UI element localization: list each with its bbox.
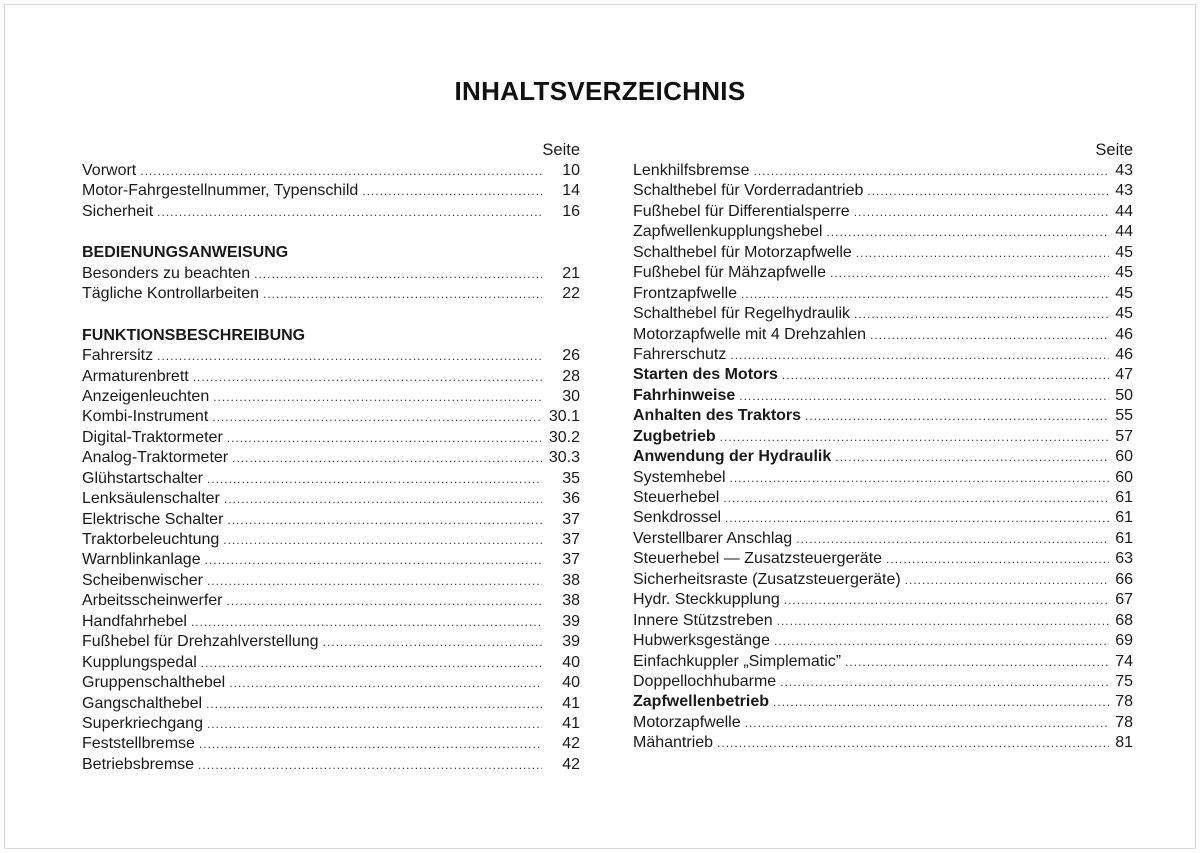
toc-entry-page: 45 [1115, 264, 1133, 282]
toc-entry-label: Motor-Fahrgestellnummer, Typenschild [82, 182, 359, 200]
toc-entry-page: 78 [1115, 713, 1133, 731]
dot-leader [796, 529, 1109, 549]
dot-leader [773, 692, 1109, 712]
toc-entry-page: 55 [1115, 407, 1133, 425]
dot-leader [232, 448, 542, 468]
dot-leader [835, 447, 1109, 467]
dot-leader [201, 653, 542, 673]
toc-entry[interactable] [633, 202, 1133, 222]
toc-entry-page: 45 [1115, 305, 1133, 323]
toc-entry-label: Frontzapfwelle [633, 284, 738, 302]
toc-entry-label: Analog-Traktormeter [82, 449, 229, 467]
toc-entry[interactable] [633, 488, 1133, 508]
toc-entry[interactable] [633, 386, 1133, 406]
section-heading-bedienungsanweisung: BEDIENUNGSANWEISUNG [82, 244, 289, 262]
dot-leader [199, 734, 542, 754]
toc-entry[interactable] [82, 755, 580, 775]
toc-entry-page: 41 [562, 714, 580, 732]
toc-entry-label: Scheibenwischer [82, 571, 203, 589]
toc-entry-page: 69 [1115, 632, 1133, 650]
toc-entry-label: Digital-Traktormeter [82, 428, 223, 446]
toc-entry-label: Steuerhebel [633, 489, 720, 506]
toc-entry[interactable] [633, 427, 1133, 447]
toc-entry-page: 61 [1115, 489, 1133, 506]
toc-entry[interactable] [82, 448, 580, 468]
toc-entry[interactable] [82, 181, 580, 201]
dot-leader [720, 427, 1109, 447]
dot-leader [870, 325, 1109, 345]
toc-entry[interactable] [633, 529, 1133, 549]
toc-entry[interactable] [82, 653, 580, 673]
toc-entry-label: Fahrerschutz [633, 345, 727, 363]
toc-entry[interactable] [82, 367, 580, 387]
toc-entry-label: Feststellbremse [82, 735, 195, 753]
toc-entry-label: Doppellochhubarme [633, 672, 777, 690]
toc-column-left [82, 140, 580, 775]
dot-leader [784, 590, 1109, 610]
toc-entry[interactable] [82, 550, 580, 570]
toc-entry-label: Zugbetrieb [633, 427, 716, 445]
dot-leader [730, 345, 1109, 365]
toc-entry[interactable] [633, 570, 1133, 590]
dot-leader [191, 612, 542, 632]
toc-entry[interactable] [82, 510, 580, 530]
toc-entry-label: Warnblinkanlage [82, 551, 201, 569]
dot-leader [157, 346, 542, 366]
toc-entry-page: 30.3 [548, 449, 580, 467]
toc-entry-page: 63 [1115, 550, 1133, 568]
toc-entry-page: 37 [562, 510, 580, 528]
toc-entry[interactable] [82, 694, 580, 714]
toc-entry-label: Hubwerksgestänge [633, 632, 770, 650]
toc-entry-page: 41 [562, 694, 580, 712]
toc-entry-label: Elektrische Schalter [82, 510, 224, 528]
toc-entry-page: 46 [1115, 325, 1133, 343]
seite-header-right: Seite [1095, 141, 1133, 159]
dot-leader [886, 549, 1109, 569]
toc-entry-label: Gangschalthebel [82, 694, 203, 712]
toc-entry-page: 30.2 [548, 428, 580, 446]
toc-entry[interactable] [633, 181, 1133, 201]
toc-entry-label: Fahrersitz [82, 347, 154, 365]
dot-leader [223, 530, 542, 550]
dot-leader [826, 222, 1109, 242]
toc-entry-page: 75 [1115, 672, 1133, 690]
toc-entry-label: Schalthebel für Motorzapfwelle [633, 243, 852, 261]
toc-entry[interactable] [633, 631, 1133, 651]
toc-entry-label: Gruppenschalthebel [82, 674, 226, 692]
dot-leader [224, 489, 542, 509]
toc-entry-page: 46 [1115, 345, 1133, 363]
toc-entry[interactable] [633, 284, 1133, 304]
toc-entry-page: 45 [1115, 284, 1133, 302]
toc-entry-page: 67 [1115, 591, 1133, 609]
toc-entry-label: Sicherheitsraste (Zusatzsteuergeräte) [633, 570, 901, 588]
dot-leader [323, 632, 542, 652]
toc-entry-label: Betriebsbremse [82, 755, 195, 773]
toc-entry[interactable] [633, 692, 1133, 712]
toc-entry-label: Innere Stützstreben [633, 611, 773, 629]
toc-entry[interactable] [82, 714, 580, 734]
toc-entry[interactable] [82, 264, 580, 284]
toc-entry-page: 36 [562, 490, 580, 508]
toc-entry-label: Senkdrossel [633, 509, 722, 527]
toc-entry[interactable] [633, 406, 1133, 426]
toc-entry-label: Verstellbarer Anschlag [633, 529, 793, 547]
toc-column-right [633, 140, 1133, 754]
dot-leader [213, 387, 542, 407]
toc-entry-page: 10 [562, 162, 580, 179]
dot-leader [193, 367, 542, 387]
dot-leader [854, 304, 1109, 324]
toc-entry-label: Glühstartschalter [82, 469, 203, 487]
toc-entry[interactable] [633, 590, 1133, 610]
toc-entry-label: Tägliche Kontrollarbeiten [82, 285, 259, 303]
toc-entry[interactable] [633, 447, 1133, 467]
dot-leader [723, 488, 1109, 508]
toc-entry[interactable] [633, 672, 1133, 692]
dot-leader [845, 652, 1109, 672]
toc-entry-page: 37 [562, 551, 580, 569]
toc-entry-page: 60 [1115, 468, 1133, 486]
toc-group-right [633, 161, 1133, 754]
toc-entry-page: 16 [562, 202, 580, 220]
dot-leader [227, 428, 542, 448]
toc-entry-label: Arbeitsscheinwerfer [82, 592, 223, 610]
page-title: INHALTSVERZEICHNIS [454, 76, 746, 106]
toc-entry-page: 21 [562, 264, 580, 282]
toc-entry-page: 22 [562, 285, 580, 303]
toc-entry-label: Kombi-Instrument [82, 408, 209, 426]
toc-entry[interactable] [82, 591, 580, 611]
toc-entry-label: Handfahrhebel [82, 612, 187, 630]
dot-leader [212, 407, 542, 427]
dot-leader [782, 365, 1109, 385]
toc-entry[interactable] [633, 549, 1133, 569]
dot-leader [830, 263, 1109, 283]
seite-header-left: Seite [542, 141, 580, 159]
toc-entry[interactable] [633, 468, 1133, 488]
toc-entry-page: 35 [562, 469, 580, 487]
dot-leader [867, 181, 1109, 201]
toc-entry[interactable] [633, 733, 1133, 753]
toc-entry-label: Motorzapfwelle [633, 713, 741, 731]
toc-entry-label: Schalthebel für Vorderradantrieb [633, 182, 864, 200]
dot-leader [206, 694, 542, 714]
toc-entry[interactable] [633, 652, 1133, 672]
toc-entry[interactable] [633, 365, 1133, 385]
toc-entry-page: 45 [1115, 243, 1133, 261]
toc-entry[interactable] [633, 243, 1133, 263]
dot-leader [739, 386, 1109, 406]
toc-entry-page: 61 [1115, 529, 1133, 547]
toc-group-general [82, 161, 580, 222]
dot-leader [854, 202, 1109, 222]
toc-entry[interactable] [633, 713, 1133, 733]
toc-entry-label: Vorwort [82, 162, 137, 179]
dot-leader [725, 508, 1109, 528]
dot-leader [227, 510, 542, 530]
dot-leader [777, 611, 1109, 631]
toc-entry-page: 68 [1115, 611, 1133, 629]
dot-leader [805, 406, 1109, 426]
dot-leader [227, 591, 543, 611]
dot-leader [207, 571, 542, 591]
toc-entry-label: Systemhebel [633, 468, 726, 486]
toc-entry-label: Mähantrieb [633, 734, 714, 752]
toc-entry[interactable] [82, 530, 580, 550]
dot-leader [730, 468, 1110, 488]
toc-entry-label: Zapfwellenkupplungshebel [633, 223, 823, 241]
toc-entry[interactable] [633, 325, 1133, 345]
toc-entry-label: Zapfwellenbetrieb [633, 693, 770, 711]
toc-entry-label: Anzeigenleuchten [82, 387, 210, 405]
toc-entry[interactable] [82, 469, 580, 489]
toc-entry[interactable] [82, 489, 580, 509]
toc-entry[interactable] [633, 345, 1133, 365]
toc-entry[interactable] [82, 346, 580, 366]
toc-entry-label: Anhalten des Traktors [633, 407, 802, 425]
toc-entry-page: 14 [562, 182, 580, 200]
toc-entry-page: 38 [562, 592, 580, 610]
dot-leader [856, 243, 1109, 263]
toc-entry[interactable] [633, 222, 1133, 242]
toc-entry[interactable] [82, 571, 580, 591]
dot-leader [205, 550, 542, 570]
toc-entry-page: 38 [562, 571, 580, 589]
toc-entry-label: Anwendung der Hydraulik [633, 448, 832, 466]
dot-leader [140, 161, 542, 181]
toc-entry[interactable] [82, 428, 580, 448]
toc-entry[interactable] [82, 202, 580, 222]
dot-leader [774, 631, 1109, 651]
toc-entry-page: 26 [562, 347, 580, 365]
dot-leader [754, 161, 1110, 181]
toc-entry[interactable] [82, 612, 580, 632]
toc-entry[interactable] [633, 611, 1133, 631]
toc-entry-label: Fußhebel für Differentialsperre [633, 202, 850, 220]
toc-group-bedienungsanweisung [82, 264, 580, 305]
toc-entry-page: 28 [562, 367, 580, 385]
toc-entry-page: 43 [1115, 182, 1133, 200]
toc-entry-page: 39 [562, 612, 580, 630]
toc-entry-page: 40 [562, 653, 580, 671]
toc-entry-label: Kupplungspedal [82, 653, 197, 671]
section-heading-funktionsbeschreibung: FUNKTIONSBESCHREIBUNG [82, 326, 306, 344]
toc-entry[interactable] [82, 387, 580, 407]
toc-entry-label: Hydr. Steckkupplung [633, 591, 780, 609]
toc-entry-page: 37 [562, 531, 580, 548]
toc-entry[interactable] [633, 304, 1133, 324]
toc-entry-page: 57 [1115, 427, 1133, 445]
dot-leader [198, 755, 542, 775]
toc-entry-page: 30 [562, 387, 580, 405]
dot-leader [717, 733, 1109, 753]
dot-leader [207, 714, 542, 734]
toc-entry[interactable] [82, 407, 580, 427]
toc-entry-page: 42 [562, 735, 580, 753]
toc-entry-page: 44 [1115, 223, 1133, 241]
toc-entry-page: 78 [1115, 693, 1133, 711]
dot-leader [229, 673, 542, 693]
dot-leader [157, 202, 542, 222]
dot-leader [905, 570, 1109, 590]
toc-entry[interactable] [82, 161, 580, 181]
dot-leader [362, 181, 542, 201]
toc-entry[interactable] [633, 161, 1133, 181]
toc-entry-label: Einfachkuppler „Simplematic” [633, 652, 842, 670]
toc-entry-label: Lenkhilfsbremse [633, 162, 750, 179]
toc-entry-label: Steuerhebel — Zusatzsteuergeräte [633, 550, 883, 568]
toc-entry-page: 74 [1115, 652, 1133, 670]
toc-entry-label: Fahrhinweise [633, 386, 736, 404]
toc-entry-page: 44 [1115, 202, 1133, 220]
dot-leader [741, 284, 1109, 304]
toc-entry-page: 47 [1115, 366, 1133, 384]
dot-leader [207, 469, 542, 489]
toc-entry-label: Superkriechgang [82, 714, 203, 732]
toc-entry-label: Starten des Motors [633, 366, 778, 384]
toc-entry-page: 61 [1115, 509, 1133, 527]
toc-entry-label: Motorzapfwelle mit 4 Drehzahlen [633, 325, 866, 343]
toc-entry[interactable] [633, 263, 1133, 283]
toc-entry-label: Fußhebel für Mähzapfwelle [633, 264, 826, 282]
toc-entry-label: Traktorbeleuchtung [82, 531, 220, 548]
toc-entry[interactable] [633, 508, 1133, 528]
toc-entry-page: 43 [1115, 162, 1133, 179]
toc-entry[interactable] [82, 284, 580, 304]
toc-entry-label: Fußhebel für Drehzahlverstellung [82, 633, 319, 651]
toc-entry-label: Besonders zu beachten [82, 264, 251, 282]
toc-entry-page: 40 [562, 674, 580, 692]
toc-entry-page: 66 [1115, 570, 1133, 588]
toc-entry-page: 50 [1115, 386, 1133, 404]
toc-entry-label: Schalthebel für Regelhydraulik [633, 305, 851, 323]
toc-entry[interactable] [82, 632, 580, 652]
toc-entry-page: 60 [1115, 448, 1133, 466]
toc-entry-label: Lenksäulenschalter [82, 490, 220, 508]
toc-entry-page: 30.1 [548, 408, 580, 426]
toc-entry-page: 42 [562, 755, 580, 773]
dot-leader [263, 284, 542, 304]
toc-entry-page: 39 [562, 633, 580, 651]
toc-entry-label: Sicherheit [82, 202, 154, 220]
toc-entry[interactable] [82, 734, 580, 754]
dot-leader [745, 713, 1109, 733]
dot-leader [254, 264, 542, 284]
toc-group-funktionsbeschreibung [82, 346, 580, 775]
toc-entry[interactable] [82, 673, 580, 693]
dot-leader [780, 672, 1109, 692]
toc-entry-label: Armaturenbrett [82, 367, 189, 385]
toc-entry-page: 81 [1115, 734, 1133, 752]
